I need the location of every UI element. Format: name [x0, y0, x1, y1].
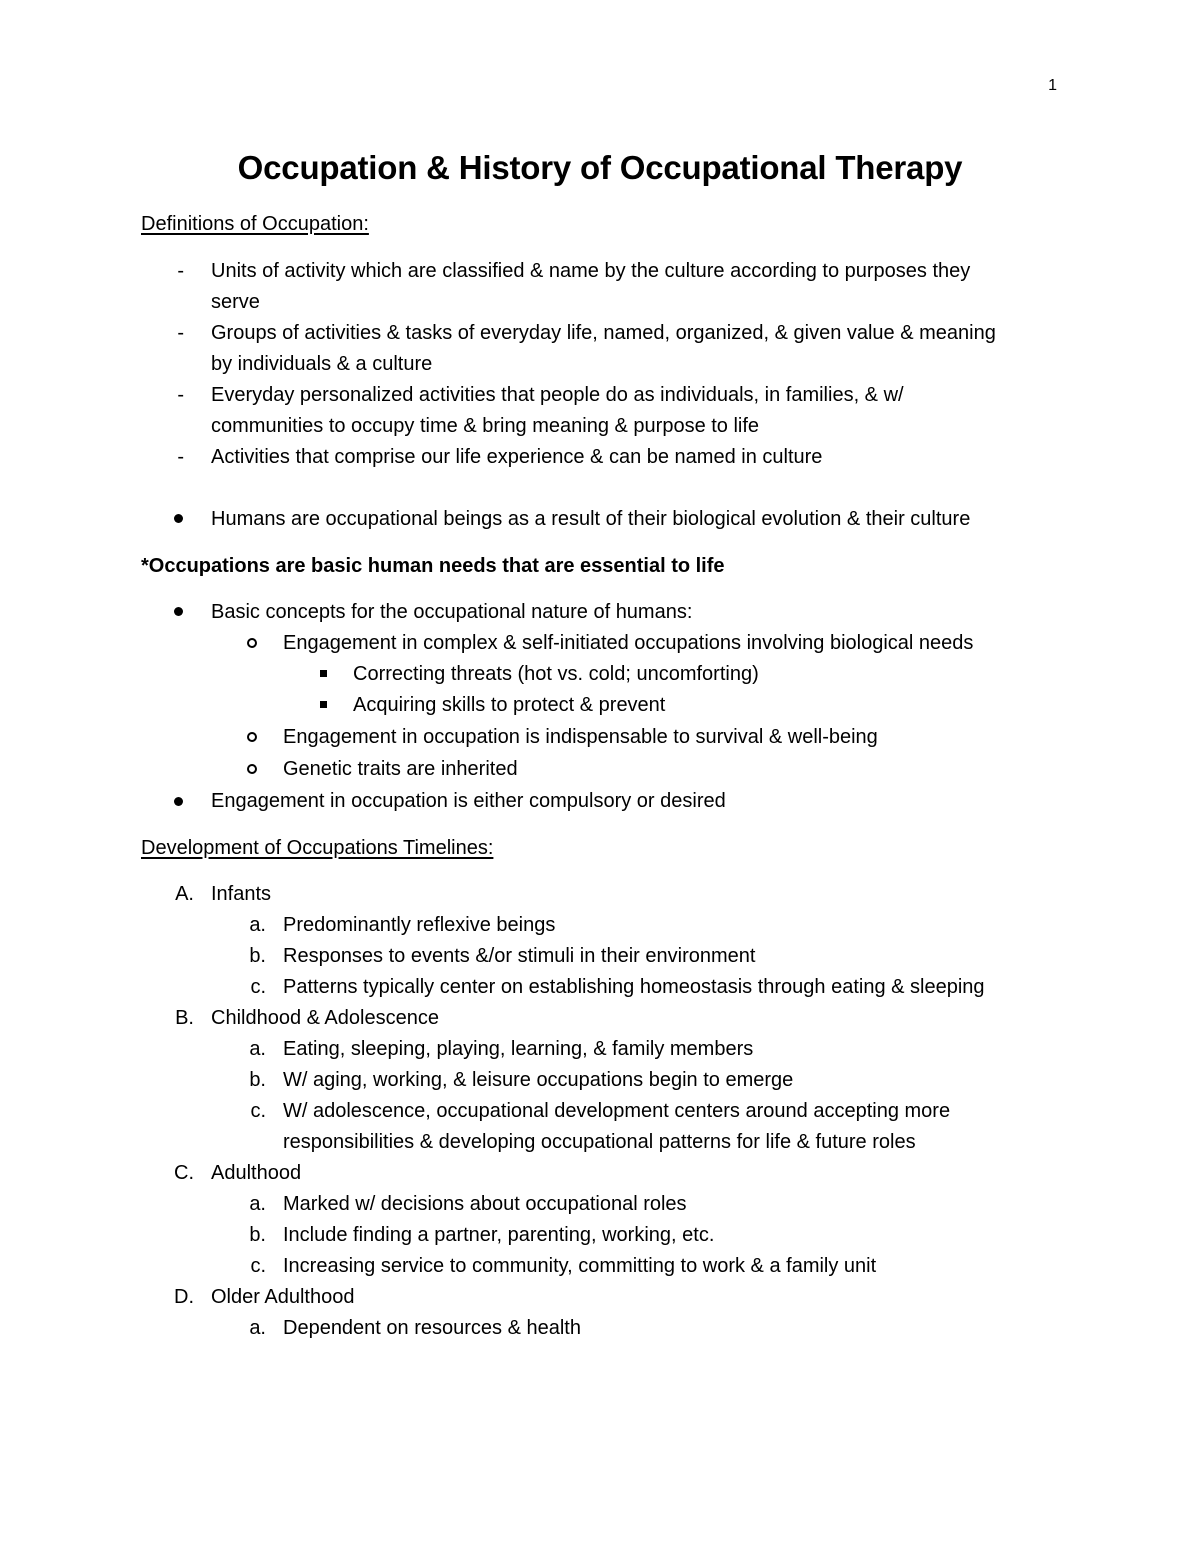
dash-marker: - [177, 322, 184, 344]
item-marker: a. [249, 914, 266, 936]
item-marker: b. [249, 945, 266, 967]
item-marker: b. [249, 1224, 266, 1246]
bullet-text: Humans are occupational beings as a result of their biological evolution & their culture [211, 508, 971, 530]
item-marker: c. [250, 976, 266, 998]
stage-item: responsibilities & developing occupational patterns for life & future roles [283, 1131, 916, 1153]
bullet-dot-icon [174, 514, 183, 523]
item-marker: a. [249, 1038, 266, 1060]
page-number: 1 [1048, 77, 1057, 94]
stage-item: W/ aging, working, & leisure occupations begin to emerge [283, 1069, 794, 1091]
item-marker: c. [250, 1100, 266, 1122]
item-marker: a. [249, 1317, 266, 1339]
item-marker: a. [249, 1193, 266, 1215]
stage-marker: C. [174, 1162, 194, 1184]
circle-bullet-icon [247, 764, 257, 774]
stage-item: Dependent on resources & health [283, 1317, 581, 1339]
stage-item: Increasing service to community, committing to work & a family unit [283, 1255, 877, 1277]
item-marker: c. [250, 1255, 266, 1277]
square-bullet-icon [320, 701, 327, 708]
stage-item: Predominantly reflexive beings [283, 914, 556, 936]
document-title: Occupation & History of Occupational Therapy [237, 149, 963, 186]
stage-item: Eating, sleeping, playing, learning, & family members [283, 1038, 754, 1060]
circle-bullet-icon [247, 638, 257, 648]
bullet-text: Engagement in occupation is either compulsory or desired [211, 790, 726, 812]
concept-item: Genetic traits are inherited [283, 758, 518, 780]
definition-line: Groups of activities & tasks of everyday life, named, organized, & given value & meaning [211, 322, 996, 344]
essential-note: *Occupations are basic human needs that are essential to life [141, 555, 725, 577]
bullet-dot-icon [174, 797, 183, 806]
stage-label: Adulthood [211, 1162, 302, 1184]
stage-marker: B. [175, 1007, 194, 1029]
timeline-heading: Development of Occupations Timelines: [141, 837, 494, 859]
definition-line: Activities that comprise our life experience & can be named in culture [211, 446, 823, 468]
stage-label: Childhood & Adolescence [211, 1007, 439, 1029]
stage-marker: A. [175, 883, 194, 905]
definition-line: Everyday personalized activities that people do as individuals, in families, & w/ [211, 384, 904, 406]
square-bullet-icon [320, 670, 327, 677]
item-marker: b. [249, 1069, 266, 1091]
definition-line: Units of activity which are classified & name by the culture according to purposes they [211, 260, 971, 282]
stage-item: Include finding a partner, parenting, working, etc. [283, 1224, 715, 1246]
concept-subitem: Correcting threats (hot vs. cold; uncomforting) [353, 663, 759, 685]
dash-marker: - [177, 446, 184, 468]
stage-marker: D. [174, 1286, 194, 1308]
stage-label: Infants [211, 883, 272, 905]
definition-line: communities to occupy time & bring meaning & purpose to life [211, 415, 760, 437]
concept-item: Engagement in occupation is indispensable to survival & well-being [283, 726, 878, 748]
stage-item: Marked w/ decisions about occupational roles [283, 1193, 687, 1215]
stage-label: Older Adulthood [211, 1286, 355, 1308]
circle-bullet-icon [247, 732, 257, 742]
definition-line: serve [211, 291, 260, 313]
bullet-dot-icon [174, 607, 183, 616]
concept-subitem: Acquiring skills to protect & prevent [353, 694, 666, 716]
stage-item: Patterns typically center on establishing homeostasis through eating & sleeping [283, 976, 985, 998]
dash-marker: - [177, 260, 184, 282]
concepts-heading: Basic concepts for the occupational nature of humans: [211, 601, 693, 623]
concept-item: Engagement in complex & self-initiated occupations involving biological needs [283, 632, 974, 654]
definition-line: by individuals & a culture [211, 353, 433, 375]
stage-item: Responses to events &/or stimuli in their environment [283, 945, 756, 967]
stage-item: W/ adolescence, occupational development centers around accepting more [283, 1100, 951, 1122]
dash-marker: - [177, 384, 184, 406]
definitions-heading: Definitions of Occupation: [141, 213, 369, 235]
